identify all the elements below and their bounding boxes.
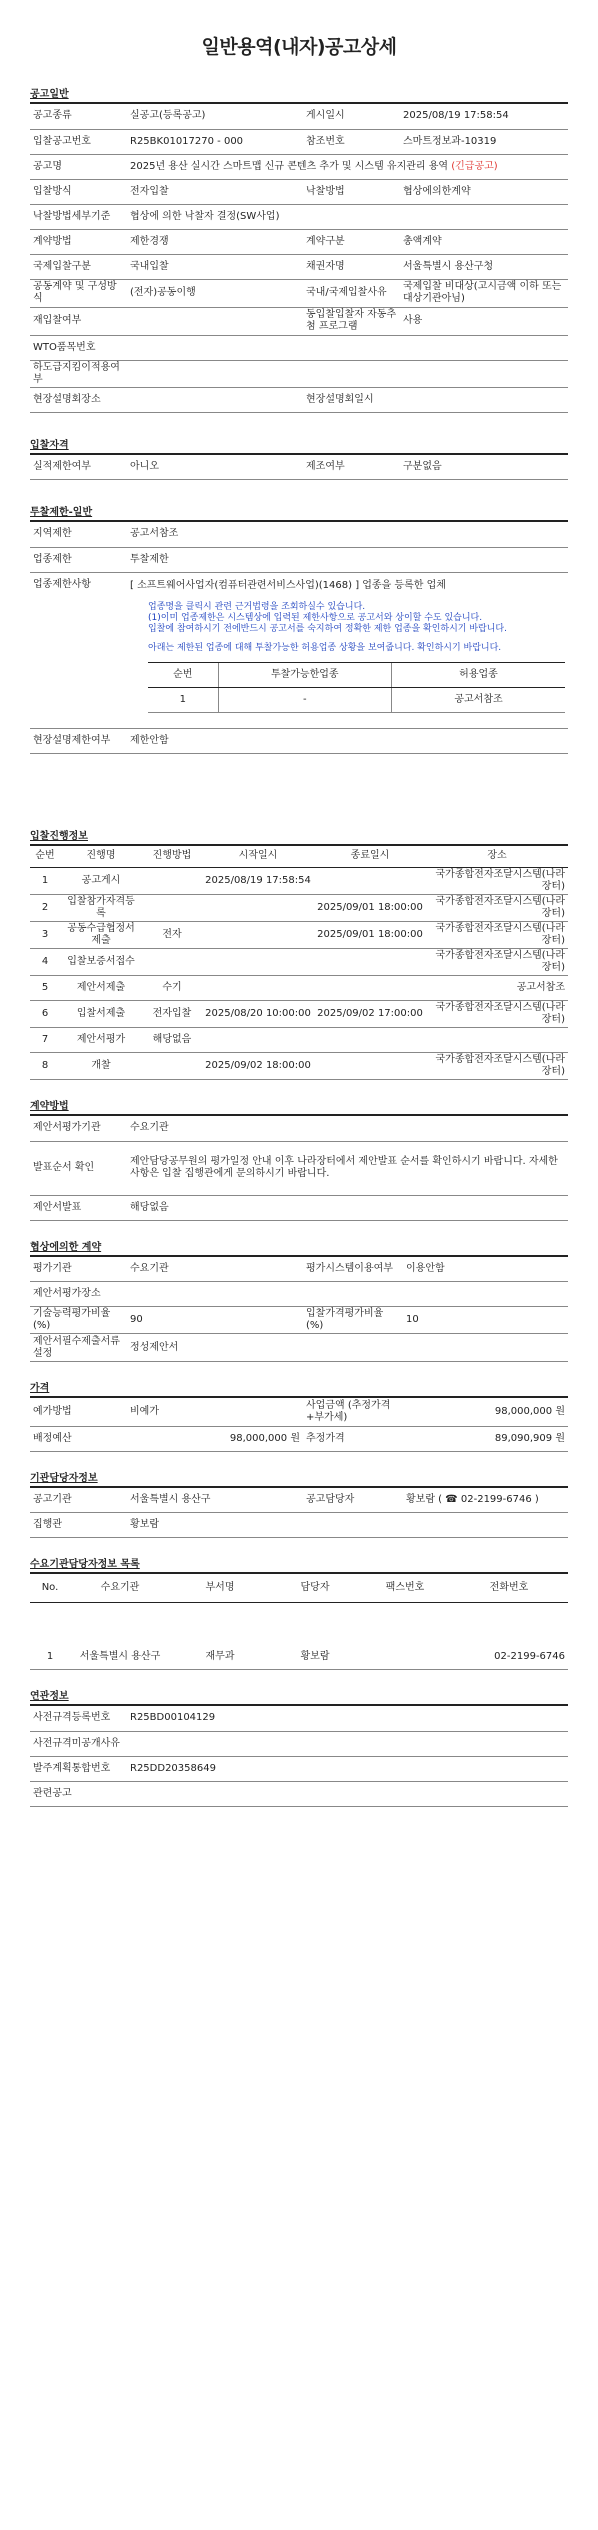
- note-line: 업종명을 클릭시 관련 근거법령을 조회하실수 있습니다.: [148, 601, 366, 612]
- table-cell: 국가종합전자조달시스템(나라장터): [426, 868, 568, 895]
- table-row: [30, 895, 568, 922]
- demand-table: [30, 1574, 568, 1603]
- field-label: 계약구분: [303, 229, 400, 254]
- table-row: [30, 976, 568, 1001]
- section-title-qualification: 입찰자격: [30, 439, 69, 451]
- table-cell: 전자: [142, 922, 202, 949]
- spacer: [30, 1603, 568, 1645]
- field-label: 입찰방식: [30, 179, 127, 204]
- table-cell: 수기: [142, 976, 202, 1001]
- table-cell: 2: [30, 895, 60, 922]
- table-cell: [314, 1053, 426, 1080]
- contract-type-value: 총액계약: [400, 229, 568, 254]
- section-title-agency: 기관담당자정보: [30, 1472, 98, 1484]
- table-cell: 국가종합전자조달시스템(나라장터): [426, 1001, 568, 1028]
- joint-value: (전자)공동이행: [127, 279, 303, 307]
- table-cell: -: [218, 687, 392, 712]
- column-header: 진행명: [60, 846, 142, 868]
- maker-value: 구분없음: [400, 455, 568, 480]
- field-label: 집행관: [30, 1513, 127, 1538]
- wto-value: [127, 335, 568, 360]
- column-header: 시작일시: [202, 846, 314, 868]
- section-title-general: 공고일반: [30, 89, 69, 100]
- table-cell: 공고서참조: [426, 976, 568, 1001]
- industry-value: 투찰제한: [127, 547, 568, 572]
- pre-no-value: [127, 1731, 568, 1756]
- restriction-notes: [130, 602, 565, 713]
- table-row: [30, 1053, 568, 1080]
- field-label: 제조여부: [303, 455, 400, 480]
- table-cell: [202, 976, 314, 1001]
- field-label: 공고명: [30, 154, 127, 179]
- urgent-badge: (긴급공고): [451, 160, 498, 172]
- column-header: 투찰가능한업종: [218, 662, 392, 687]
- notice-name-value: [127, 154, 568, 179]
- table-cell: 공동수급협정서제출: [60, 922, 142, 949]
- field-label: 추정가격: [303, 1426, 403, 1451]
- present-value: 해당없음: [127, 1195, 568, 1220]
- table-row: [30, 1001, 568, 1028]
- table-cell: 입찰보증서접수: [60, 949, 142, 976]
- table-cell: 2025/09/01 18:00:00: [314, 922, 426, 949]
- estimate-value: 89,090,909 원: [403, 1426, 568, 1451]
- exec-value: 황보람: [127, 1513, 568, 1538]
- site-limit-value: 제한안함: [127, 728, 568, 753]
- field-label: 계약방법: [30, 229, 127, 254]
- note-line: 입찰에 참여하시기 전에반드시 공고서를 숙지하여 정확한 제한 업종을 확인하시기 바랍니다.: [148, 623, 507, 634]
- table-cell: 전자입찰: [142, 1001, 202, 1028]
- table-cell: 제안서평가: [60, 1028, 142, 1053]
- field-label: 사전규격미공개사유: [30, 1731, 127, 1756]
- table-cell: 입찰참가자격등록: [60, 895, 142, 922]
- column-header: 팩스번호: [360, 1574, 450, 1602]
- field-label: 발주계획통합번호: [30, 1756, 127, 1781]
- column-header: 진행방법: [142, 846, 202, 868]
- table-cell: 2025/09/01 18:00:00: [314, 895, 426, 922]
- table-cell: 2025/09/02 17:00:00: [314, 1001, 426, 1028]
- field-label: 제안서필수제출서류설정: [30, 1334, 127, 1362]
- field-label: 하도급지킴이적용여부: [30, 360, 127, 387]
- table-cell: 국가종합전자조달시스템(나라장터): [426, 895, 568, 922]
- field-label: 배정예산: [30, 1426, 127, 1451]
- field-label: 현장설명회일시: [303, 387, 400, 412]
- price-table: [30, 1398, 568, 1452]
- spacer: [30, 1538, 568, 1552]
- table-cell: 7: [30, 1028, 60, 1053]
- field-label: 제안서평가장소: [30, 1282, 127, 1307]
- section-title-related: 연관정보: [30, 1691, 69, 1702]
- eval-value: 수요기관: [127, 1257, 303, 1282]
- notice-type-value: 실공고(등록공고): [127, 104, 303, 129]
- column-header: 허용업종: [392, 662, 566, 687]
- order-value: 제안담당공무원의 평가일정 안내 이후 나라장터에서 제안발표 순서를 확인하시기 바랍니다. 자세한 사항은 입찰 집행관에게 문의하시기 바랍니다.: [127, 1141, 568, 1195]
- table-cell: [142, 868, 202, 895]
- table-cell: 국가종합전자조달시스템(나라장터): [426, 922, 568, 949]
- table-row: [30, 868, 568, 895]
- field-label: 낙찰방법세부기준: [30, 204, 127, 229]
- intl-value: 국내입찰: [127, 254, 303, 279]
- general-table: [30, 104, 568, 413]
- allowed-industry-table: [148, 662, 565, 713]
- page-title: 일반용역(내자)공고상세: [201, 36, 397, 58]
- spacer: [30, 754, 568, 824]
- note-line: (1)이미 업종제한은 시스템상에 입력된 제한사항으로 공고서와 상이할 수도 있습니다.: [148, 612, 483, 623]
- bond-value: 서울특별시 용산구청: [400, 254, 568, 279]
- eval-org-value: 수요기관: [127, 1116, 568, 1141]
- person-value: 황보람 ( ☎ 02-2199-6746 ): [403, 1488, 568, 1513]
- table-row: [30, 1028, 568, 1053]
- doc-value: 정성제안서: [127, 1334, 568, 1362]
- table-cell: 개찰: [60, 1053, 142, 1080]
- notice-name: 2025년 용산 실시간 스마트맵 신규 콘텐츠 추가 및 시스템 유지관리 용역: [130, 160, 449, 172]
- field-label: 업종제한: [30, 547, 127, 572]
- table-cell: 해당없음: [142, 1028, 202, 1053]
- table-cell: [314, 868, 426, 895]
- field-label: 기술능력평가비율(%): [30, 1307, 127, 1334]
- section-title-submission: 계약방법: [30, 1101, 69, 1112]
- related-table: [30, 1706, 568, 1807]
- site-place-value: [127, 387, 303, 412]
- table-cell: [202, 895, 314, 922]
- pre-value[interactable]: R25BD00104129: [127, 1706, 568, 1731]
- column-header: 장소: [426, 846, 568, 868]
- table-cell: 4: [30, 949, 60, 976]
- table-cell: 6: [30, 1001, 60, 1028]
- bid-method-value: 전자입찰: [127, 179, 303, 204]
- table-cell: 제안서제출: [60, 976, 142, 1001]
- est-value: 98,000,000 원: [403, 1398, 568, 1426]
- table-row: [30, 1645, 568, 1670]
- table-cell: 입찰서제출: [60, 1001, 142, 1028]
- column-header: 종료일시: [314, 846, 426, 868]
- spacer: [30, 1362, 568, 1376]
- table-cell: 공고서참조: [392, 687, 566, 712]
- table-cell: 황보람: [270, 1645, 360, 1670]
- industry-item[interactable]: [ 소프트웨어사업자(컴퓨터관련서비스사업)(1468) ] 업종을 등록한 업체: [130, 579, 446, 591]
- field-label: 사전규격등록번호: [30, 1706, 127, 1731]
- field-label: 사업금액 (추정가격+부가세): [303, 1398, 403, 1426]
- table-cell: [142, 1053, 202, 1080]
- table-cell: 2025/08/19 17:58:54: [202, 868, 314, 895]
- table-cell: [142, 895, 202, 922]
- table-cell: 1: [148, 687, 218, 712]
- table-cell: [202, 1028, 314, 1053]
- section-title-negotiation: 협상에의한 계약: [30, 1241, 102, 1253]
- field-label: 현장설명회장소: [30, 387, 127, 412]
- table-row: [30, 922, 568, 949]
- restriction-detail: [127, 572, 568, 728]
- field-label: WTO품목번호: [30, 335, 127, 360]
- field-label: 동입찰입찰자 자동추첨 프로그램: [303, 307, 400, 335]
- field-label: 관련공고: [30, 1781, 127, 1806]
- section-title-demand: 수요기관담당자정보 목록: [30, 1559, 140, 1570]
- award-detail-value: 협상에 의한 낙찰자 결정(SW사업): [127, 204, 568, 229]
- field-label: 현장설명제한여부: [30, 728, 127, 753]
- column-header: 담당자: [270, 1574, 360, 1602]
- field-label: 재입찰여부: [30, 307, 127, 335]
- field-label: 지역제한: [30, 522, 127, 547]
- field-label: 입찰가격평가비율(%): [303, 1307, 403, 1334]
- spacer: [30, 1670, 568, 1684]
- table-cell: [314, 949, 426, 976]
- sub-value: [127, 360, 568, 387]
- system-value: 이용안함: [403, 1257, 568, 1282]
- table-cell: 2025/09/02 18:00:00: [202, 1053, 314, 1080]
- column-header: 전화번호: [450, 1574, 568, 1602]
- field-label: 국내/국제입찰사유: [303, 279, 400, 307]
- spacer: [30, 1080, 568, 1094]
- column-header: 부서명: [170, 1574, 270, 1602]
- price-value: 10: [403, 1307, 568, 1334]
- field-label: 제안서발표: [30, 1195, 127, 1220]
- table-cell: 공고게시: [60, 868, 142, 895]
- table-cell: [314, 1028, 426, 1053]
- field-label: 공고종류: [30, 104, 127, 129]
- link-value: [127, 1781, 568, 1806]
- field-label: 국제입찰구분: [30, 254, 127, 279]
- field-label: 발표순서 확인: [30, 1141, 127, 1195]
- progress-table: [30, 846, 568, 1081]
- site-date-value: [400, 387, 568, 412]
- table-cell: 재무과: [170, 1645, 270, 1670]
- auto-value: 사용: [400, 307, 568, 335]
- field-label: 채권자명: [303, 254, 400, 279]
- table-cell: 2025/08/20 10:00:00: [202, 1001, 314, 1028]
- table-cell: 서울특별시 용산구: [70, 1645, 170, 1670]
- qualification-table: [30, 455, 568, 481]
- negotiation-table: [30, 1257, 568, 1363]
- field-label: 평가시스템이용여부: [303, 1257, 403, 1282]
- demand-row-table: [30, 1645, 568, 1671]
- table-cell: 8: [30, 1053, 60, 1080]
- ref-no-value: 스마트정보과-10319: [400, 129, 568, 154]
- table-cell: [426, 1028, 568, 1053]
- contract-method-value: 제한경쟁: [127, 229, 303, 254]
- table-cell: 1: [30, 868, 60, 895]
- column-header: 수요기관: [70, 1574, 170, 1602]
- spacer: [30, 1221, 568, 1235]
- field-label: 평가기관: [30, 1257, 127, 1282]
- place-value: [127, 1282, 568, 1307]
- field-label: 공고담당자: [303, 1488, 403, 1513]
- field-label: 예가방법: [30, 1398, 127, 1426]
- plan-value: 비예가: [127, 1398, 303, 1426]
- section-title-restriction: 투찰제한-일반: [30, 507, 93, 518]
- table-cell: [142, 949, 202, 976]
- domestic-reason-value: 국제입찰 비대상(고시금액 이하 또는 대상기관아님): [400, 279, 568, 307]
- table-cell: [202, 922, 314, 949]
- tech-value: 90: [127, 1307, 303, 1334]
- section-title-progress: 입찰진행정보: [30, 830, 88, 842]
- field-label: 업종제한사항: [30, 572, 127, 728]
- field-label: 실적제한여부: [30, 455, 127, 480]
- column-header: 순번: [148, 662, 218, 687]
- agency-table: [30, 1488, 568, 1539]
- table-cell: 국가종합전자조달시스템(나라장터): [426, 949, 568, 976]
- restriction-table: [30, 522, 568, 754]
- field-label: 공동계약 및 구성방식: [30, 279, 127, 307]
- spacer: [30, 413, 568, 433]
- org-value: 서울특별시 용산구: [127, 1488, 303, 1513]
- table-cell: [314, 976, 426, 1001]
- budget-value: 98,000,000 원: [127, 1426, 303, 1451]
- field-label: 제안서평가기관: [30, 1116, 127, 1141]
- table-row: [30, 949, 568, 976]
- column-header: No.: [30, 1574, 70, 1602]
- field-label: 낙찰방법: [303, 179, 400, 204]
- spacer: [30, 480, 568, 500]
- note-line: 아래는 제한된 업종에 대해 투찰가능한 허용업종 상황을 보여줍니다. 확인하시기 바랍니다.: [148, 642, 502, 653]
- award-method-value: 협상에의한계약: [400, 179, 568, 204]
- plan-no-value[interactable]: R25DD20358649: [127, 1756, 568, 1781]
- table-cell: 5: [30, 976, 60, 1001]
- table-cell: 3: [30, 922, 60, 949]
- field-label: 공고기관: [30, 1488, 127, 1513]
- table-cell: 1: [30, 1645, 70, 1670]
- region-value: 공고서참조: [127, 522, 568, 547]
- table-cell: 국가종합전자조달시스템(나라장터): [426, 1053, 568, 1080]
- field-label: 게시일시: [303, 104, 400, 129]
- post-date-value: 2025/08/19 17:58:54: [400, 104, 568, 129]
- submission-table: [30, 1116, 568, 1221]
- table-cell: [202, 949, 314, 976]
- rebid-value: [127, 307, 303, 335]
- section-title-price: 가격: [30, 1383, 50, 1394]
- bid-no-value: R25BK01017270 - 000: [127, 129, 303, 154]
- real-value: 아니오: [127, 455, 303, 480]
- field-label: 참조번호: [303, 129, 400, 154]
- spacer: [30, 1452, 568, 1466]
- column-header: 순번: [30, 846, 60, 868]
- field-label: 입찰공고번호: [30, 129, 127, 154]
- table-cell: [360, 1645, 450, 1670]
- table-cell: 02-2199-6746: [450, 1645, 568, 1670]
